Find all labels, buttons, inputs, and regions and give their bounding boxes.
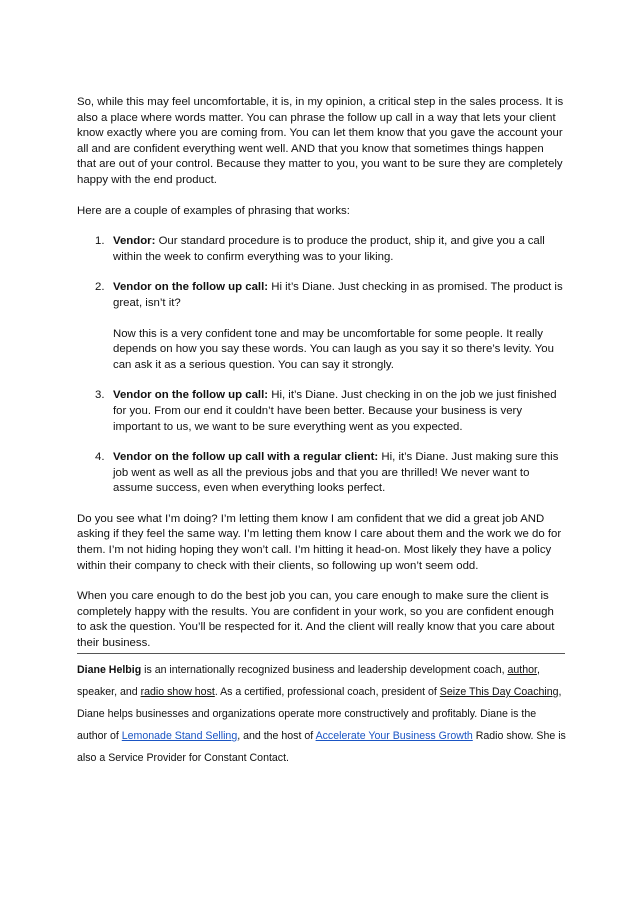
quote-text: Hi, it’s Diane. Just making sure this job went as well as all the previous jobs and that you are thrilled! We never want to assume success, even when everything looks perfect. (113, 451, 559, 495)
speaker-label: Vendor on the follow up call with a regular client: (113, 451, 379, 464)
bio-text: , and the host of (237, 730, 316, 742)
show-link[interactable]: Accelerate Your Business Growth (315, 730, 473, 742)
bio-text: , speaker, and (77, 664, 540, 698)
doing-paragraph: Do you see what I’m doing? I’m letting them know I am confident that we did a great job AND asking if they feel the same way. I’m letting them know I care about them and the work we do for them. I’m not hiding hoping they won’t call. I’m hitting it head-on. Most likely they have a policy within their company to check with their clients, so following up won’t seem odd. (77, 512, 562, 572)
list-number: 4. (95, 451, 105, 464)
book-link[interactable]: Lemonade Stand Selling (121, 730, 238, 742)
list-number: 3. (95, 389, 105, 402)
care-paragraph: When you care enough to do the best job you can, you care enough to make sure the client is completely happy with the results. You are confident in your work, so you are confident enough to ask the question. You’ll be respected for it. And the client will really know that you care about their business. (77, 590, 555, 650)
bio-text: . As a certified, professional coach, president of (214, 686, 440, 698)
speaker-label: Vendor on the follow up call: (113, 389, 269, 402)
author-name: Diane Helbig (77, 664, 142, 676)
speaker-label: Vendor on the follow up call: (113, 281, 269, 294)
bio-text: is an internationally recognized business and leadership development coach, (141, 664, 508, 676)
examples-list (77, 234, 565, 497)
document-body (77, 95, 565, 667)
list-item (77, 450, 565, 497)
list-number: 1. (95, 235, 105, 248)
bio-text: Radio show. She is also a Service Provider for Constant Contact. (77, 730, 566, 764)
quote-text: Hi, it’s Diane. Just checking in on the job we just finished for you. From our end it couldn’t have been better. Because your business is very important to us, we want to be sure everything went as you expected. (113, 389, 557, 433)
divider (77, 653, 565, 654)
example-note: Now this is a very confident tone and may be uncomfortable for some people. It really depends on how you say these words. You can laugh as you say it so there’s levity. You can ask it as a serious question. You can say it strongly. (113, 327, 554, 371)
speaker-label: Vendor: (113, 235, 156, 248)
bio-text: , Diane helps businesses and organizations operate more constructively and profitably. Diane is the author of (77, 686, 562, 742)
list-number: 2. (95, 281, 105, 294)
examples-lead: Here are a couple of examples of phrasing that works: (77, 204, 350, 217)
author-link[interactable]: author (507, 664, 537, 676)
company-link[interactable]: Seize This Day Coaching (439, 686, 559, 698)
author-bio (77, 659, 567, 769)
quote-text: Hi it’s Diane. Just checking in as promised. The product is great, isn’t it? (113, 281, 563, 309)
radio-show-link[interactable]: radio show host (140, 686, 215, 698)
intro-paragraph: So, while this may feel uncomfortable, it is, in my opinion, a critical step in the sales process. It is also a place where words matter. You can phrase the follow up call in a way that lets your client know exactly where you are coming from. You can let them know that you gave the account your all and are confident everything went well. AND that you know that sometimes things happen that are out of your control. Because they matter to you, you want to be sure they are completely happy with the end product. (77, 96, 564, 186)
list-item (77, 388, 565, 435)
quote-text: Our standard procedure is to produce the product, ship it, and give you a call within the week to confirm everything was to your liking. (113, 235, 545, 263)
list-item (77, 280, 565, 373)
list-item (77, 234, 565, 265)
